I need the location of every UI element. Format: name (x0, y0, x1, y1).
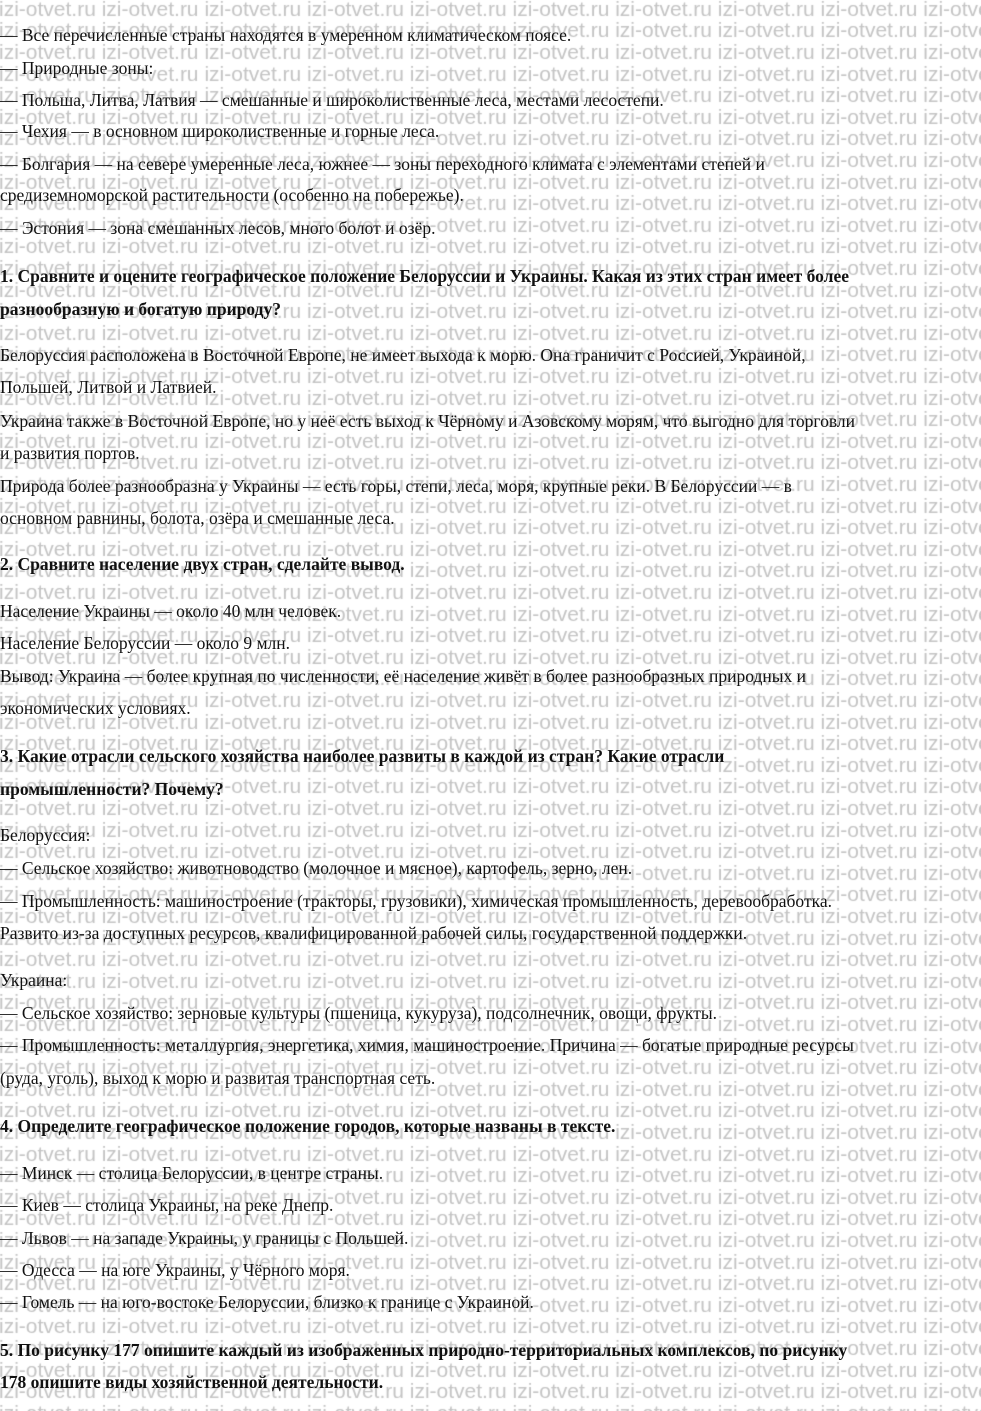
question-heading-line: 2. Сравните население двух стран, сделайте вывод. (0, 554, 405, 574)
answer-text-line: средиземноморской растительности (особенно на побережье). (0, 185, 464, 205)
answer-text-line: — Одесса — на юге Украины, у Чёрного моря. (0, 1260, 350, 1280)
answer-text-line: — Болгария — на севере умеренные леса, южнее — зоны переходного климата с элементами степей и (0, 154, 765, 174)
answer-text-line: Белоруссия: (0, 825, 91, 845)
answer-text-line: Вывод: Украина — более крупная по численности, её население живёт в более разнообразных природных и (0, 666, 806, 686)
answer-text-line: — Минск — столица Белоруссии, в центре страны. (0, 1163, 384, 1183)
answer-text-line: (руда, уголь), выход к морю и развитая транспортная сеть. (0, 1068, 436, 1088)
answer-text-line: основном равнины, болота, озёра и смешанные леса. (0, 508, 395, 528)
answer-text-line: — Гомель — на юго-востоке Белоруссии, близко к границе с Украиной. (0, 1292, 534, 1312)
answer-text-line: — Эстония — зона смешанных лесов, много болот и озёр. (0, 218, 436, 238)
answer-text-line: и развития портов. (0, 443, 140, 463)
answer-text-line: Белоруссия расположена в Восточной Европе, не имеет выхода к морю. Она граничит с Россией, Украиной, (0, 345, 806, 365)
answer-text-line: — Природные зоны: (0, 58, 154, 78)
answer-text-line: — Чехия — в основном широколиственные и горные леса. (0, 121, 440, 141)
question-heading-line: 4. Определите географическое положение городов, которые названы в тексте. (0, 1116, 616, 1136)
answer-text-line: экономических условиях. (0, 698, 191, 718)
answer-text-line: — Все перечисленные страны находятся в умеренном климатическом поясе. (0, 25, 572, 45)
answer-text-line: Украина также в Восточной Европе, но у неё есть выход к Чёрному и Азовскому морям, что выгодно для торговли (0, 411, 855, 431)
answer-text-line: Население Украины — около 40 млн человек. (0, 601, 342, 621)
question-heading-line: 1. Сравните и оцените географическое положение Белоруссии и Украины. Какая из этих стран имеет более (0, 266, 850, 286)
question-heading-line: 178 опишите виды хозяйственной деятельности. (0, 1372, 384, 1392)
answer-text-line: — Польша, Литва, Латвия — смешанные и широколиственные леса, местами лесостепи. (0, 90, 664, 110)
answer-text-line: Польшей, Литвой и Латвией. (0, 377, 217, 397)
question-heading-line: разнообразную и богатую природу? (0, 299, 282, 319)
question-heading-line: 3. Какие отрасли сельского хозяйства наиболее развиты в каждой из стран? Какие отрасли (0, 746, 725, 766)
answer-text-line: — Сельское хозяйство: животноводство (молочное и мясное), картофель, зерно, лен. (0, 858, 633, 878)
answer-text-line: Природа более разнообразна у Украины — есть горы, степи, леса, моря, крупные реки. В Белоруссии — в (0, 476, 792, 496)
question-heading-line: 5. По рисунку 177 опишите каждый из изображенных природно-территориальных комплексов, по рисунку (0, 1340, 848, 1360)
answer-text-line: — Промышленность: металлургия, энергетика, химия, машиностроение. Причина — богатые природные ресурсы (0, 1035, 854, 1055)
question-heading-line: промышленности? Почему? (0, 779, 224, 799)
answer-text-line: — Львов — на западе Украины, у границы с Польшей. (0, 1228, 409, 1248)
answer-text-line: — Сельское хозяйство: зерновые культуры (пшеница, кукуруза), подсолнечник, овощи, фрукты. (0, 1003, 717, 1023)
answer-text-line: — Промышленность: машиностроение (тракторы, грузовики), химическая промышленность, деревообработка. (0, 891, 832, 911)
answer-text-line: — Киев — столица Украины, на реке Днепр. (0, 1195, 334, 1215)
answer-text-line: Развито из-за доступных ресурсов, квалифицированной рабочей силы, государственной поддержки. (0, 923, 748, 943)
answer-text-line: Население Белоруссии — около 9 млн. (0, 633, 291, 653)
answer-text-line: Украина: (0, 970, 68, 990)
